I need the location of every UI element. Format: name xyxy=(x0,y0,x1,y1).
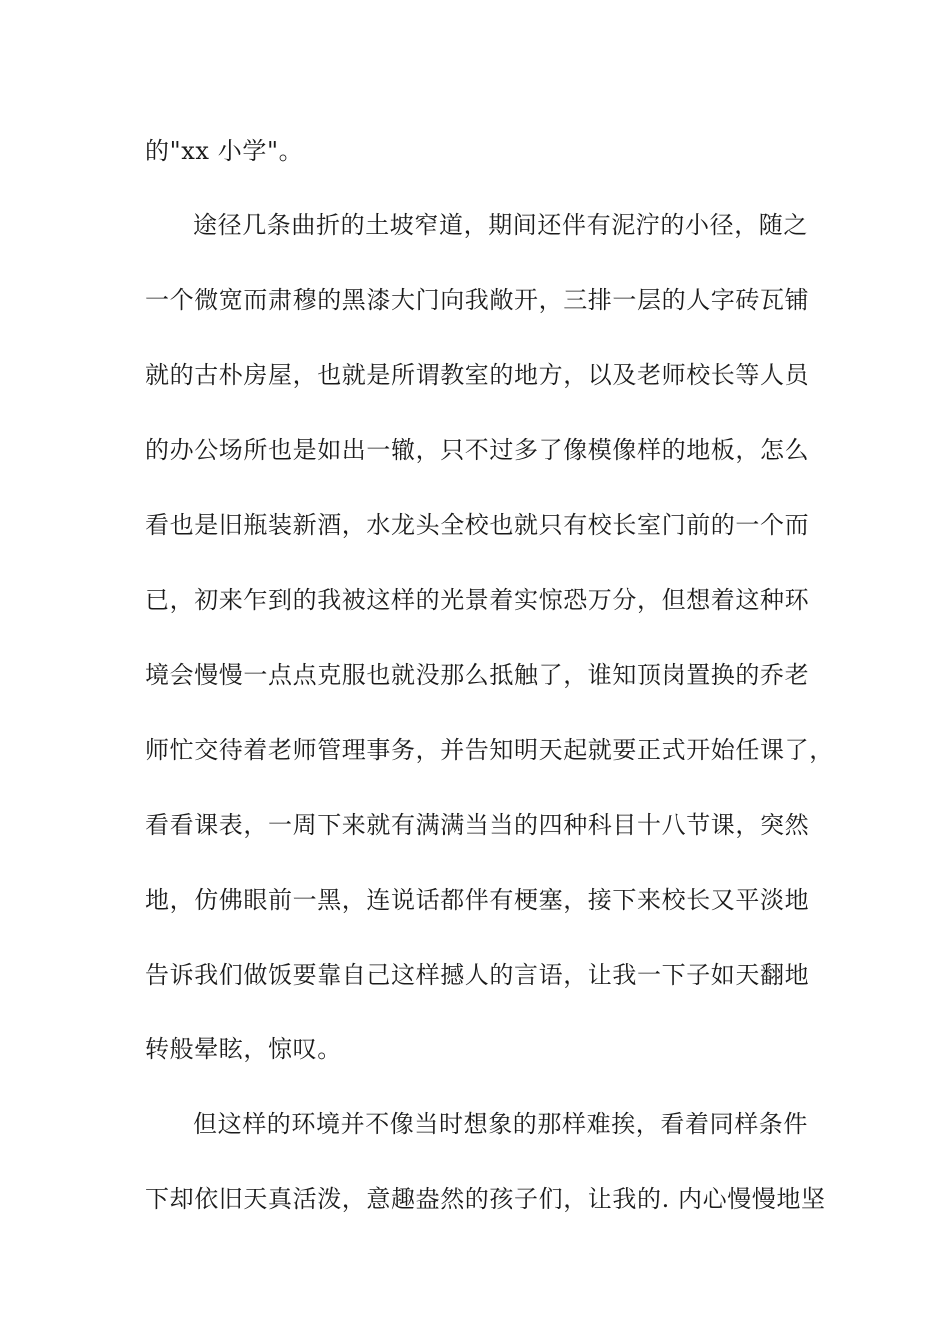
text-line: 一个微宽而肃穆的黑漆大门向我敞开，三排一层的人字砖瓦铺 xyxy=(145,286,810,314)
text-line: 告诉我们做饭要靠自己这样撼人的言语，让我一下子如天翻地 xyxy=(145,961,810,989)
text-line: 师忙交待着老师管理事务，并告知明天起就要正式开始任课了， xyxy=(145,736,834,764)
text-line: 就的古朴房屋，也就是所谓教室的地方，以及老师校长等人员 xyxy=(145,361,810,389)
text-line: 转般晕眩，惊叹。 xyxy=(145,1035,342,1063)
text-line: 看也是旧瓶装新酒，水龙头全校也就只有校长室门前的一个而 xyxy=(145,511,810,539)
text-line: 地，仿佛眼前一黑，连说话都伴有梗塞，接下来校长又平淡地 xyxy=(145,886,810,914)
text-line: 的"xx 小学"。 xyxy=(145,137,304,165)
paragraph-first-line: 途径几条曲折的土坡窄道，期间还伴有泥泞的小径，随之 xyxy=(193,211,808,239)
text-line: 的办公场所也是如出一辙，只不过多了像模像样的地板，怎么 xyxy=(145,436,810,464)
text-line: 已，初来乍到的我被这样的光景着实惊恐万分，但想着这种环 xyxy=(145,586,810,614)
text-line: 看看课表，一周下来就有满满当当的四种科目十八节课，突然 xyxy=(145,811,810,839)
text-line: 下却依旧天真活泼，意趣盎然的孩子们，让我的. 内心慢慢地坚 xyxy=(145,1185,826,1213)
text-line: 境会慢慢一点点克服也就没那么抵触了，谁知顶岗置换的乔老 xyxy=(145,661,810,689)
paragraph-first-line: 但这样的环境并不像当时想象的那样难挨，看着同样条件 xyxy=(193,1110,808,1138)
